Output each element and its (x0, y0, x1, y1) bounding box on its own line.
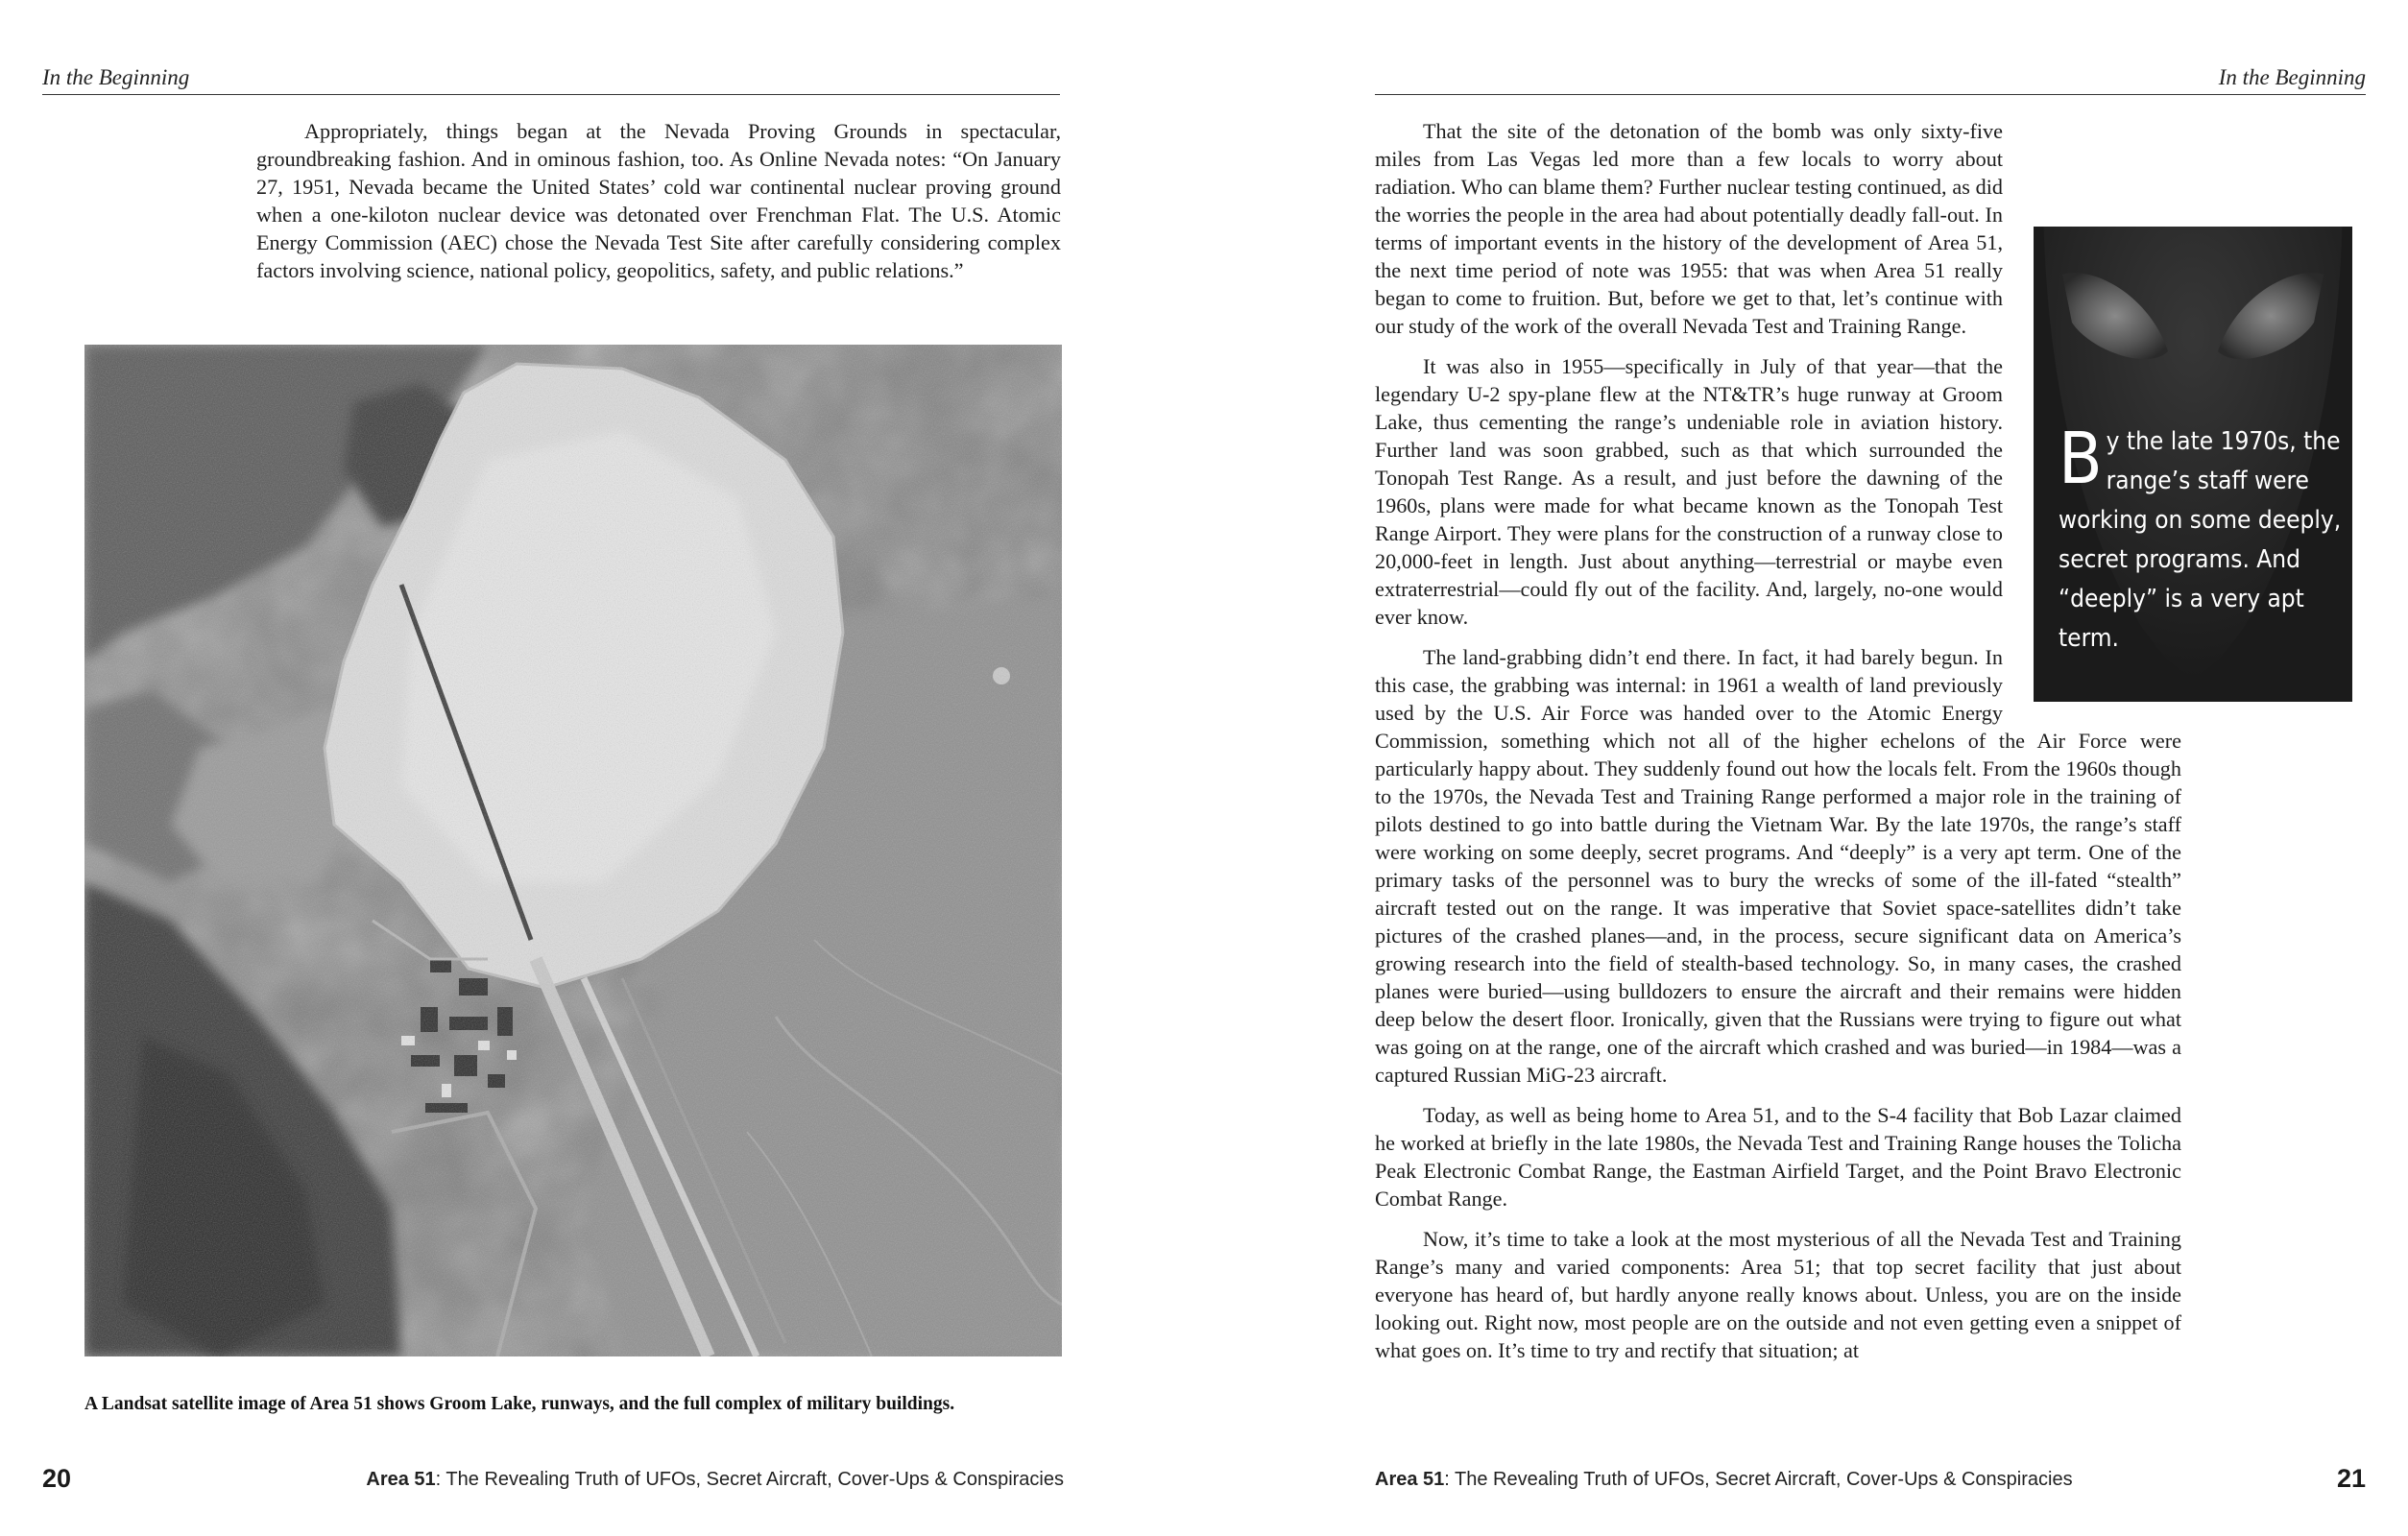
left-book-title (366, 1469, 1064, 1491)
left-footer (42, 1464, 1064, 1494)
pull-quote-body: y the late 1970s, the range’s staff were working on some deeply, secret programs. And “deeply” is a very apt term. (2059, 427, 2342, 653)
left-page-number: 20 (42, 1464, 72, 1493)
left-running-head: In the Beginning (42, 65, 190, 89)
right-running-head: In the Beginning (2218, 65, 2366, 89)
right-page-number: 21 (2336, 1464, 2366, 1493)
groom-lake-satellite-image (84, 345, 1062, 1356)
sidebar-wrap-spacer (2003, 227, 2181, 726)
left-header-rule (42, 94, 1060, 95)
left-book-title-bold: Area 51 (366, 1469, 436, 1490)
right-paragraph-1: That the site of the detonation of the bomb was only sixty-five miles from Las Vegas led more than a few locals to worry about radiation. Who can blame them? Further nuclear testing continued, as did the worries the people in the area had about potentially deadly fall-out. In terms of important events in the history of the development of Area 51, the next time period of note was 1955: that was when Area 51 really began to come to fruition. But, before we get to that, let’s continue with our study of the work of the overall Nevada Test and Training Range. (1375, 119, 2003, 338)
left-paragraph: Appropriately, things began at the Nevada Proving Grounds in spectacular, groundbreaking fashion. And in ominous fashion, too. As Online Nevada notes: “On January 27, 1951, Nevada became the United States’ cold war continental nuclear proving ground when a one-kiloton nuclear device was detonated over Frenchman Flat. The U.S. Atomic Energy Commission (AEC) chose the Nevada Test Site after carefully considering complex factors involving science, national policy, geopolitics, safety, and public relations.” (256, 119, 1061, 282)
photo-caption: A Landsat satellite image of Area 51 shows Groom Lake, runways, and the full complex of military buildings. (84, 1394, 955, 1414)
right-paragraph-4: Today, as well as being home to Area 51, and to the S-4 facility that Bob Lazar claimed he worked at briefly in the late 1980s, the Nevada Test and Training Range houses the Tolicha Peak Electronic Combat Range, the Eastman Airfield Target, and the Point Bravo Electronic Combat Range. (1375, 1103, 2181, 1211)
right-book-title-rest: : The Revealing Truth of UFOs, Secret Aircraft, Cover-Ups & Conspiracies (1444, 1469, 2073, 1490)
right-paragraph-5: Now, it’s time to take a look at the most mysterious of all the Nevada Test and Training Range’s many and varied components: Area 51; that top secret facility that just about everyone has heard of, but hardly anyone really knows about. Unless, you are on the inside looking out. Right now, most people are on the outside and not even getting even a snippet of what goes on. It’s time to try and rectify that situation; at (1375, 1227, 2181, 1362)
drop-cap: B (2059, 418, 2103, 500)
right-body-text (1375, 117, 2181, 1377)
right-header-rule (1375, 94, 2366, 95)
right-paragraph-3: The land-grabbing didn’t end there. In fact, it had barely begun. In this case, the grabbing was internal: in 1961 a wealth of land previously used by the U.S. Air Force was handed over to the Atomic Energy Commission, something which not all of the higher echelons of the Air Force were particularly happy about. They suddenly found out how the locals felt. From the 1960s though to the 1970s, the Nevada Test and Training Range performed a major role in the training of pilots destined to go into battle during the Vietnam War. By the late 1970s, the range’s staff were working on some deeply, secret programs. And “deeply” is a very apt term. One of the primary tasks of the personnel was to bury the wrecks of some of the ill-fated “stealth” aircraft tested out on the range. It was imperative that Soviet space-satellites didn’t take pictures of the crashed planes—and, in the process, secure significant data on America’s growing research into the field of stealth-based technology. So, in many cases, the crashed planes were buried—using bulldozers to ensure the aircraft and their remains were hidden deep below the desert floor. Ironically, given that the Russians were trying to figure out what was going on at the range, one of the aircraft which crashed and was buried—in 1984—was a captured Russian MiG-23 aircraft. (1375, 645, 2181, 1087)
right-paragraph-2: It was also in 1955—specifically in July of that year—that the legendary U-2 spy-plane flew at the NT&TR’s huge runway at Groom Lake, thus cementing the range’s undeniable role in aviation history. Further land was soon grabbed, such as that which surrounded the Tonopah Test Range. As a result, and just before the dawning of the 1960s, plans were made for what became known as the Tonopah Test Range Airport. They were plans for the construction of a runway close to 20,000-feet in length. Just about anything—terrestrial or maybe even extraterrestrial—could fly out of the facility. And, largely, no-one would ever know. (1375, 354, 2003, 629)
left-book-title-rest: : The Revealing Truth of UFOs, Secret Aircraft, Cover-Ups & Conspiracies (435, 1469, 1064, 1490)
right-book-title-bold: Area 51 (1375, 1469, 1445, 1490)
satellite-photo (84, 345, 1062, 1356)
left-body-text (256, 117, 1061, 297)
right-book-title (1375, 1469, 2073, 1491)
